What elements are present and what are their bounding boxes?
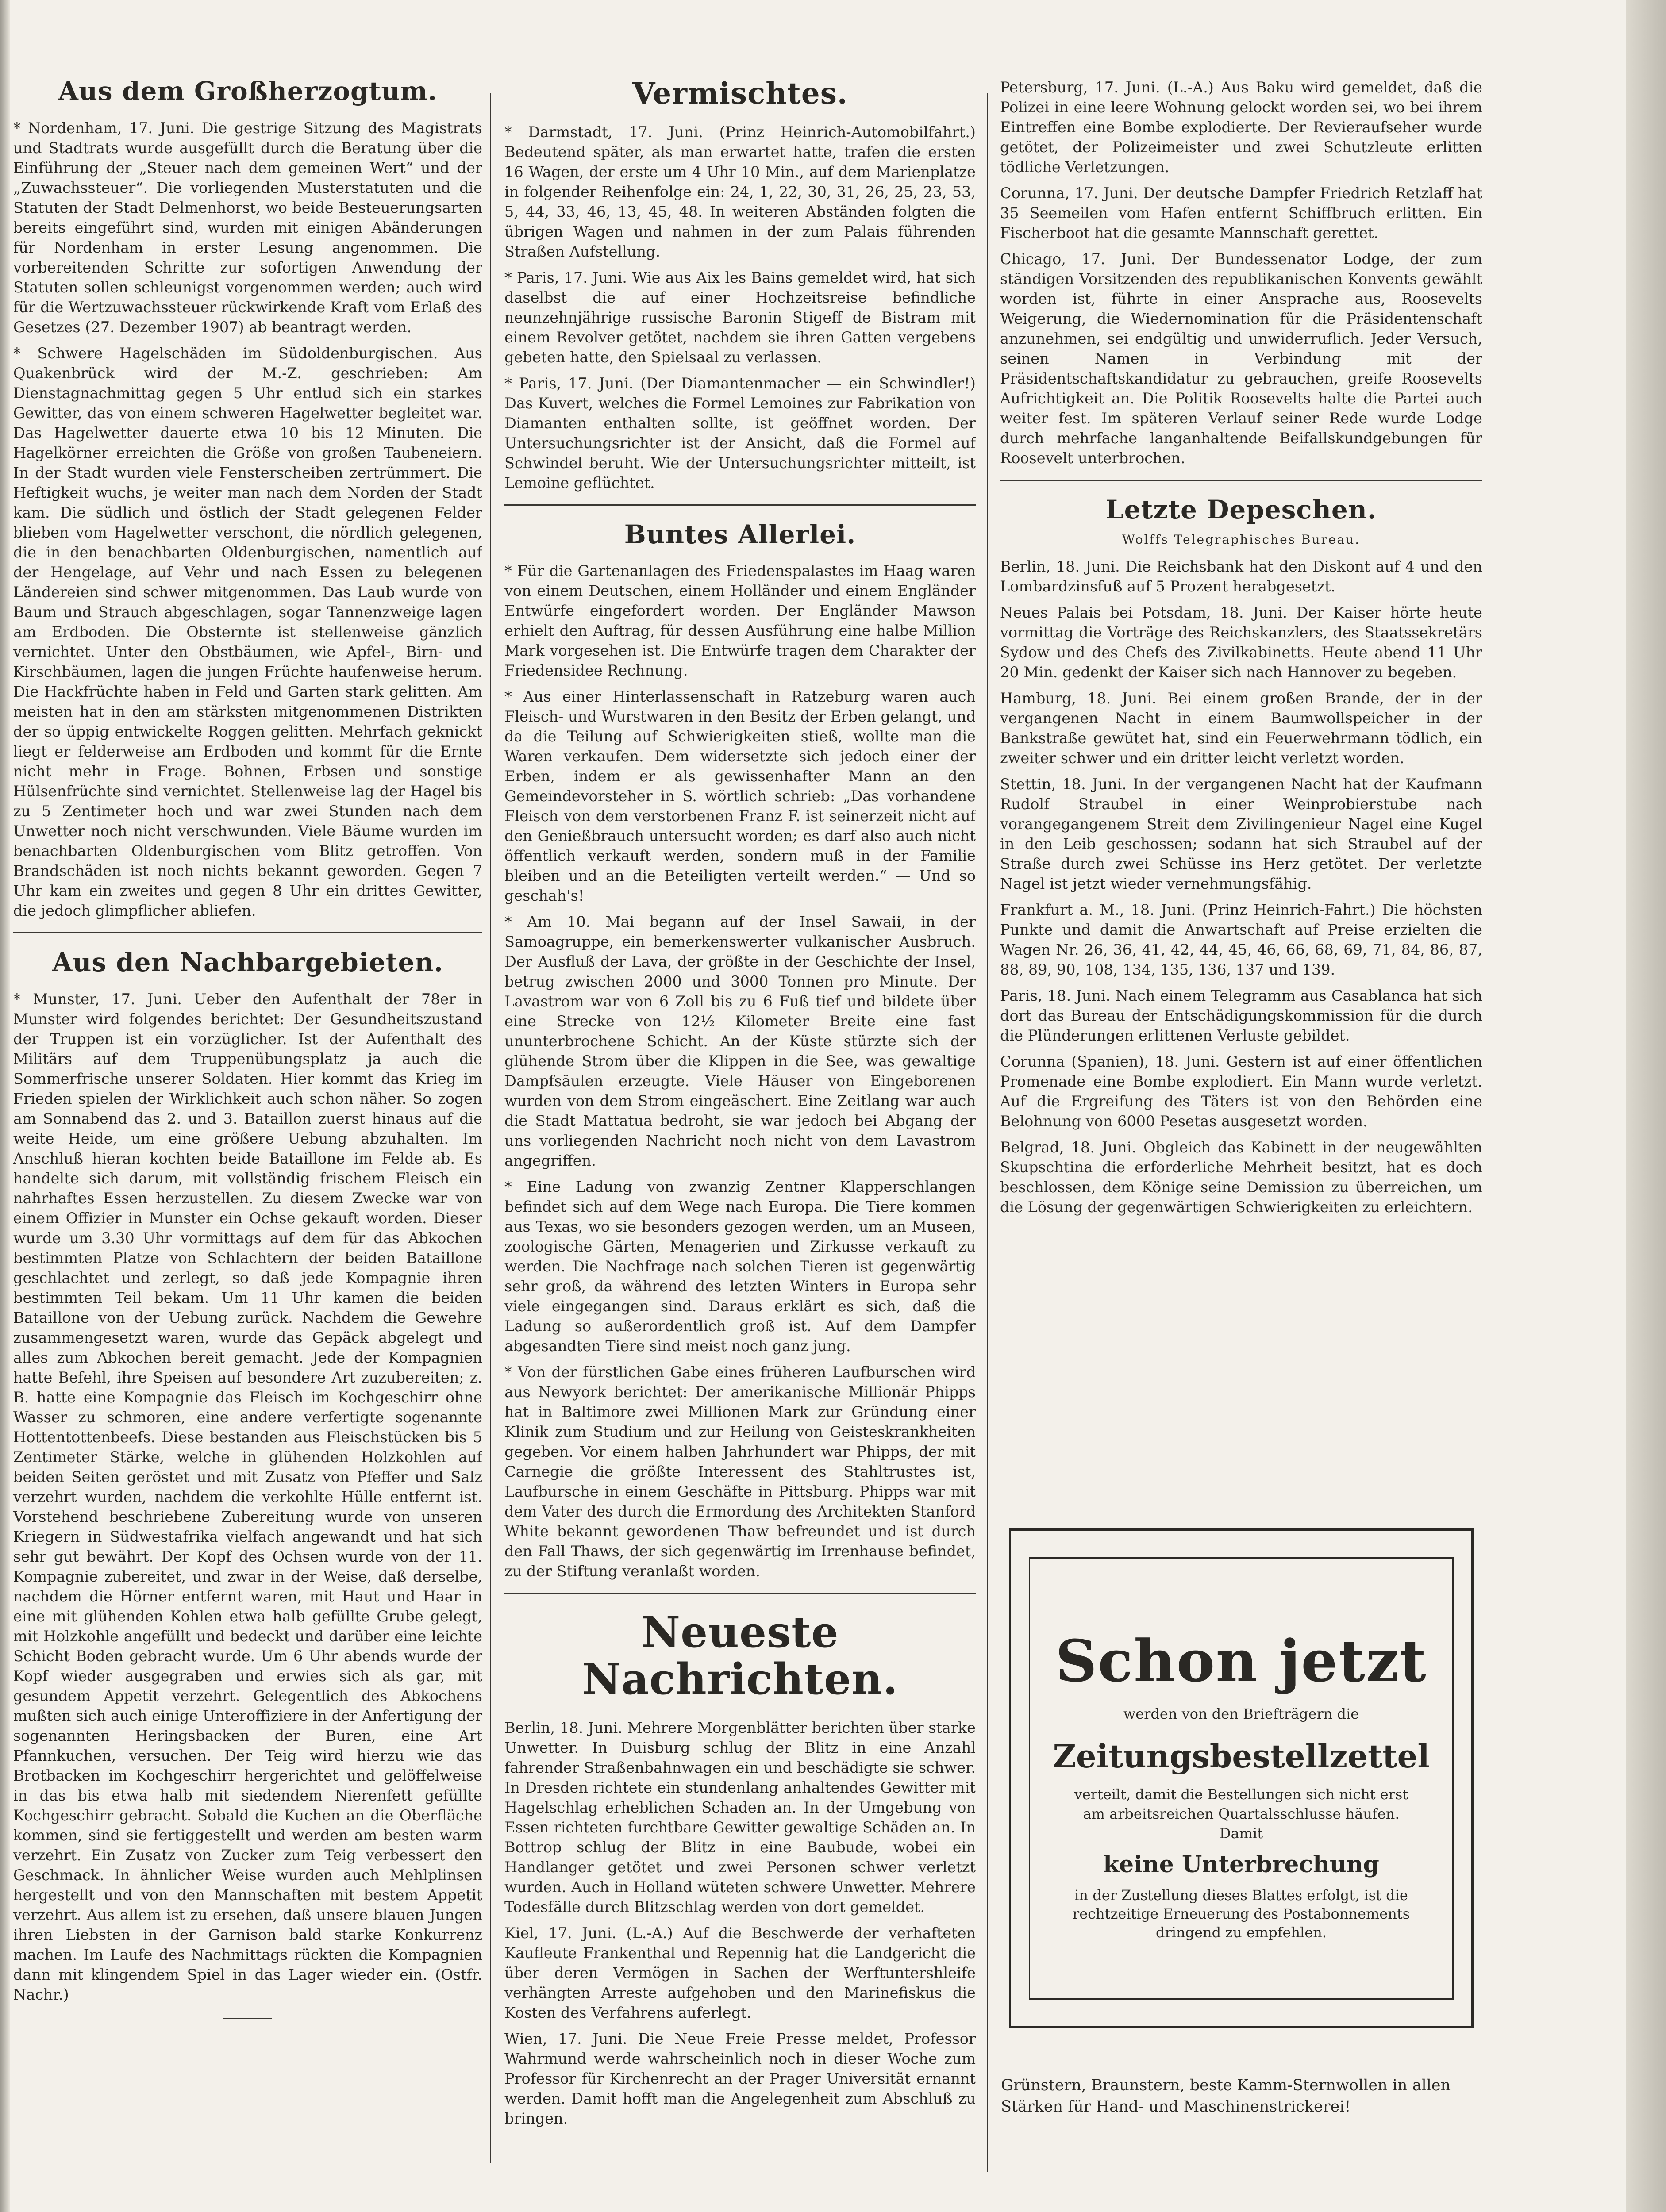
article-corunna-2: Corunna (Spanien), 18. Juni. Gestern ist auf einer öffentlichen Promenade eine Bombe explodiert. Ein Mann wurde verletzt. Auf die Ergreifung des Täters ist von den Behörden eine Belohnung von 6000 Pesetas ausgesetzt worden. bbox=[1000, 1052, 1482, 1130]
column-2 bbox=[504, 77, 976, 2183]
column-1 bbox=[13, 77, 482, 2157]
article-vulkan: * Am 10. Mai begann auf der Insel Sawaii, in der Samoagruppe, ein bemerkenswerter vulkanischer Ausbruch. Der Ausfluß der Lava, der größte in der Geschichte der Insel, betrug zwischen 2000 und 3000 Tonnen pro Minute. Der Lavastrom war von 6 Zoll bis zu 6 Fuß tief und bildete über eine Strecke von 12½ Kilometer Breite eine fast ununterbrochene Schicht. An der Küste stürzte sich der glühende Strom über die Klippen in die See, was gewaltige Dampfsäulen erzeugte. Viele Häuser von Eingeborenen wurden von dem Strom eingeäschert. Eine Zeitlang war auch die Stadt Mattatua bedroht, sie war jedoch bei Abgang der uns vorliegenden Nachricht noch nicht von dem Lavastrom angegriffen. bbox=[504, 913, 976, 1170]
article-petersburg: Petersburg, 17. Juni. (L.-A.) Aus Baku wird gemeldet, daß die Polizei in eine leere Wohnung gelockt worden sei, wo bei ihrem Eintreffen eine Bombe explodierte. Der Revieraufseher wurde getötet, der Polizeimeister und zwei Schutzleute erlitten tödliche Verletzungen. bbox=[1000, 79, 1482, 176]
column-3 bbox=[1000, 77, 1482, 1506]
article-munster: * Munster, 17. Juni. Ueber den Aufenthalt der 78er in Munster wird folgendes berichtet: Der Gesundheitszustand der Truppen ist ein vorzüglicher. Ist der Aufenthalt des Militärs auf dem Truppenübungsplatz ja auch die Sommerfrische unserer Soldaten. Hier kommt das Krieg im Frieden spielen der Wirklichkeit auch schon näher. So zogen am Sonnabend das 2. und 3. Bataillon zuerst hinaus auf die weite Heide, um eine größere Uebung abzuhalten. Im Anschluß hieran kochten beide Bataillone im Felde ab. Es handelte sich darum, mit vollständig frischem Fleisch ein nahrhaftes Essen herzustellen. Zu diesem Zwecke war von einem Offizier in Munster ein Ochse gekauft worden. Dieser wurde um 3.30 Uhr vormittags auf dem für das Abkochen bestimmten Platze von Schlachtern der beiden Bataillone geschlachtet und zerlegt, so daß jede Kompagnie ihren bestimmten Teil bekam. Um 11 Uhr kamen die beiden Bataillone von der Uebung zurück. Nachdem die Gewehre zusammengesetzt waren, wurde das Gepäck abgelegt und alles zum Abkochen bereit gemacht. Jede der Kompagnien hatte Befehl, ihre Speisen auf besondere Art zuzubereiten; z. B. hatte eine Kompagnie das Fleisch im Kochgeschirr ohne Wasser zu schmoren, eine andere verfertigte sogenannte Hottentottenbeefs. Diese bestanden aus Fleischstücken bis 5 Zentimeter Stärke, welche in glühenden Holzkohlen auf beiden Seiten geröstet und mit Zusatz von Pfeffer und Salz verzehrt wurden, nachdem die verkohlte Hülle entfernt ist. Vorstehend beschriebene Zubereitung wurde von unseren Kriegern in Südwestafrika vielfach angewandt und hat sich sehr gut bewährt. Der Kopf des Ochsen wurde von der 11. Kompagnie zubereitet, und zwar in der Weise, daß derselbe, nachdem die Hörner entfernt waren, mit Haut und Haar in eine mit glühenden Kohlen etwa halb gefüllte Grube gelegt, mit Holzkohle angefüllt und bedeckt und darüber eine leichte Schicht Boden gebracht wurde. Um 6 Uhr abends wurde der Kopf wieder ausgegraben und erwies sich als gar, mit gesundem Appetit verzehrt. Gelegentlich des Abkochens mußten sich auch einige Unteroffiziere in der Anfertigung der sogenannten Heringsbacken der Buren, eine Art Pfannkuchen, versuchen. Der Teig wird hierzu wie das Brotbacken im Kochgeschirr hergerichtet und gelöffelweise in das bis etwa halb mit siedendem Nierenfett gefüllte Kochgeschirr gebracht. Sobald die Kuchen an die Oberfläche kommen, sind sie fertiggestellt und werden am besten warm verzehrt. Ein Zusatz von Zucker zum Teig verbessert den Geschmack. In ähnlicher Weise wurden auch Mehlplinsen hergestellt und von den Mannschaften mit bestem Appetit verzehrt. Aus allem ist zu ersehen, daß unsere blauen Jungen ihren Liebsten in der Garnison bald starke Konkurrenz machen. Im Laufe des Nachmittags rückten die Kompagnien dann mit klingendem Spiel in das Lager wieder ein. (Ostfr. Nachr.) bbox=[13, 990, 482, 2003]
section-heading-nachbargebieten: Aus den Nachbargebieten. bbox=[52, 947, 443, 977]
article-chicago: Chicago, 17. Juni. Der Bundessenator Lodge, der zum ständigen Vorsitzenden des republikanischen Konvents gewählt worden ist, führte in einer Ansprache aus, Roosevelts Weigerung, die Wiedernomination für die Präsidentenschaft anzunehmen, sei endgültig und unwiderruflich. Jeder Versuch, seinen Namen in Verbindung mit der Präsidentschaftskandidatur zu gebrauchen, greife Roosevelts Aufrichtigkeit an. Die Politik Roosevelts halte die Partei auch weiter fest. Im späteren Verlauf seiner Rede wurde Lodge durch mehrfache langanhaltende Beifallskundgebungen für Roosevelt unterbrochen. bbox=[1000, 250, 1482, 467]
section-heading-vermischtes: Vermischtes. bbox=[632, 77, 848, 111]
ad-line: werden von den Briefträgern die bbox=[1123, 1705, 1359, 1722]
article-nordenham: * Nordenham, 17. Juni. Die gestrige Sitzung des Magistrats und Stadtrats wurde ausgefüllt durch die Beratung über die Einführung der „Steuer nach dem gemeinen Wert“ und der „Zuwachssteuer“. Die vorliegenden Musterstatuten und die Statuten der Stadt Delmenhorst, wo beide Besteuerungsarten bereits eingeführt sind, wurden mit einigen Abänderungen für Nordenham in erster Lesung angenommen. Die vorbereitenden Schritte zur sofortigen Anwendung der Statuten sollen schleunigst vorgenommen werden; auch wird für die Wertzuwachssteuer rückwirkende Kraft vom Erlaß des Gesetzes (27. Dezember 1907) ab beantragt werden. bbox=[13, 119, 482, 336]
ad-paragraph: verteilt, damit die Bestellungen sich nicht erst am arbeitsreichen Quartalsschlusse häufen. Damit bbox=[1074, 1786, 1408, 1842]
section-heading-buntes-allerlei: Buntes Allerlei. bbox=[624, 519, 856, 549]
section-heading-letzte-depeschen: Letzte Depeschen. bbox=[1105, 495, 1377, 525]
article-stettin: Stettin, 18. Juni. In der vergangenen Nacht hat der Kaufmann Rudolf Straubel in einer Weinprobierstube nach vorangegangenem Streit dem Zivilingenieur Nagel eine Kugel in den Leib geschossen; sodann hat sich Straubel auf der Straße durch zwei Schüsse ins Herz getötet. Der verletzte Nagel ist jetzt wieder vernehmungsfähig. bbox=[1000, 775, 1482, 892]
article-klapperschlangen: * Eine Ladung von zwanzig Zentner Klapperschlangen befindet sich auf dem Wege nach Europa. Die Tiere kommen aus Texas, wo sie besonders gezogen werden, um an Museen, zoologische Gärten, Menagerien und Zirkusse verkauft zu werden. Die Nachfrage nach solchen Tieren ist gegenwärtig sehr groß, da während des letzten Winters in Europa sehr viele eingegangen sind. Daraus erklärt es sich, daß die Ladung so außerordentlich groß ist. Auf dem Dampfer abgesandten Tiere sind meist noch ganz jung. bbox=[504, 1178, 976, 1355]
page-gutter-shadow bbox=[0, 0, 10, 2212]
ad-title: Schon jetzt bbox=[1055, 1627, 1427, 1695]
article-berlin-reichsbank: Berlin, 18. Juni. Die Reichsbank hat den Diskont auf 4 und den Lombardzinsfuß auf 5 Prozent herabgesetzt. bbox=[1000, 557, 1482, 595]
ad-subtitle: Zeitungsbestellzettel bbox=[1053, 1737, 1430, 1775]
section-divider bbox=[504, 1593, 976, 1594]
advertisement-box bbox=[1009, 1528, 1474, 2028]
section-divider bbox=[504, 504, 976, 506]
article-frankfurt: Frankfurt a. M., 18. Juni. (Prinz Heinrich-Fahrt.) Die höchsten Punkte und damit die Anwartschaft auf Preise erzielten die Wagen Nr. 26, 36, 41, 42, 44, 45, 46, 66, 68, 69, 71, 84, 86, 87, 88, 89, 90, 108, 134, 135, 136, 137 und 139. bbox=[1000, 901, 1482, 978]
ad-paragraph-2: in der Zustellung dieses Blattes erfolgt, ist die rechtzeitige Erneuerung des Postabonnements dringend zu empfehlen. bbox=[1072, 1887, 1410, 1941]
article-corunna-1: Corunna, 17. Juni. Der deutsche Dampfer Friedrich Retzlaff hat 35 Seemeilen vom Hafen entfernt Schiffbruch erlitten. Ein Fischerboot hat die gesamte Mannschaft gerettet. bbox=[1000, 184, 1482, 242]
end-divider bbox=[223, 2018, 272, 2019]
section-heading-neueste-nachrichten: Neueste Nachrichten. bbox=[582, 1607, 898, 1704]
page-edge bbox=[1626, 0, 1666, 2212]
section-heading-grossherzogtum: Aus dem Großherzogtum. bbox=[58, 77, 438, 106]
article-hinterlassenschaft: * Aus einer Hinterlassenschaft in Ratzeburg waren auch Fleisch- und Wurstwaren in den Besitz der Erben gelangt, und da die Teilung auf Schwierigkeiten stieß, wollte man die Waren verkaufen. Dem widersetzte sich jedoch einer der Erben, indem er als gewissenhafter Mann an den Gemeindevorsteher in S. wörtlich schrieb: „Das vorhandene Fleisch von dem verstorbenen Franz F. ist seinerzeit nicht auf den Genießbrauch untersucht worden; es darf also auch nicht öffentlich verkauft werden, sondern muß in der Familie bleiben und an die Beteiligten verteilt werden.“ — Und so geschah's! bbox=[504, 688, 976, 905]
article-darmstadt: * Darmstadt, 17. Juni. (Prinz Heinrich-Automobilfahrt.) Bedeutend später, als man erwartet hatte, trafen die ersten 16 Wagen, der erste um 4 Uhr 10 Min., auf dem Marienplatze in folgender Reihenfolge ein: 24, 1, 22, 30, 31, 26, 25, 23, 53, 5, 44, 33, 46, 13, 45, 48. In weiteren Abständen folgten die übrigen Wagen und nahmen in der zum Palais führenden Straßen Aufstellung. bbox=[504, 123, 976, 260]
article-paris-1: * Paris, 17. Juni. Wie aus Aix les Bains gemeldet wird, hat sich daselbst die auf einer Hochzeitsreise befindliche neunzehnjährige russische Baronin Stigeff de Bistram mit einem Revolver getötet, nachdem sie ihren Gatten vergebens gebeten hatte, den Spielsaal zu verlassen. bbox=[504, 269, 976, 366]
article-friedenspalast: * Für die Gartenanlagen des Friedenspalastes im Haag waren von einem Deutschen, einem Holländer und einem Engländer Entwürfe eingefordert worden. Der Engländer Mawson erhielt den Auftrag, für dessen Ausführung eine halbe Million Mark vorgesehen ist. Die Entwürfe tragen dem Charakter der Friedensidee Rechnung. bbox=[504, 562, 976, 680]
article-hagelschaeden: * Schwere Hagelschäden im Südoldenburgischen. Aus Quakenbrück wird der M.-Z. geschrieben: Am Dienstagnachmittag gegen 5 Uhr entlud sich ein starkes Gewitter, das von einem schweren Hagelwetter begleitet war. Das Hagelwetter dauerte etwa 10 bis 12 Minuten. Die Hagelkörner erreichten die Größe von großen Taubeneiern. In der Stadt wurden viele Fensterscheiben zertrümmert. Die Heftigkeit wuchs, je weiter man nach dem Norden der Stadt kam. Die südlich und östlich der Stadt gelegenen Felder blieben vom Hagelwetter verschont, die nördlich gelegenen, die in den benachbarten Oldenburgischen, namentlich auf der Hengelage, auf Vehr und nach Essen zu belegenen Ländereien sind schwer mitgenommen. Das Laub wurde von Baum und Strauch abgeschlagen, sogar Tannenzweige lagen am Erdboden. Die Obsternte ist stellenweise gänzlich vernichtet. Unter den Obstbäumen, wie Apfel-, Birn- und Kirschbäumen, lagen die jungen Früchte haufenweise herum. Die Hackfrüchte haben in Feld und Garten stark gelitten. Am meisten hat in den am stärksten mitgenommenen Distrikten der so üppig entwickelte Roggen gelitten. Mehrfach geknickt liegt er felderweise am Erdboden und kommt für die Ernte nicht mehr in Frage. Bohnen, Erbsen und sonstige Hülsenfrüchte sind vernichtet. Stellenweise lag der Hagel bis zu 5 Zentimeter hoch und war zwei Stunden nach dem Unwetter noch nicht verschwunden. Viele Bäume wurden im benachbarten Oldenburgischen vom Blitz getroffen. Von Brandschäden ist noch nichts bekannt geworden. Gegen 7 Uhr kam ein zweites und gegen 8 Uhr ein drittes Gewitter, die jedoch glimpflicher abliefen. bbox=[13, 344, 482, 919]
advertisement-inner-frame bbox=[1029, 1557, 1454, 2000]
article-laufbursche: * Von der fürstlichen Gabe eines früheren Laufburschen wird aus Newyork berichtet: Der amerikanische Millionär Phipps hat in Baltimore zwei Millionen Mark zur Gründung einer Klinik zum Studium und zur Heilung von Geisteskrankheiten gegeben. Vor einem halben Jahrhundert war Phipps, der mit Carnegie die größte Interessent des Stahltrustes ist, Laufbursche in einem Geschäfte in Pittsburg. Phipps war mit dem Vater des durch die Ermordung des Architekten Stanford White bekannt gewordenen Thaw befreundet und ist durch den Fall Thaws, der sich gegenwärtig im Irrenhause befindet, zu der Stiftung veranlaßt worden. bbox=[504, 1363, 976, 1580]
column-rule bbox=[987, 93, 988, 2172]
article-wien: Wien, 17. Juni. Die Neue Freie Presse meldet, Professor Wahrmund werde wahrscheinlich noch in dieser Woche zum Professor für Kirchenrecht an der Prager Universität ernannt werden. Damit hofft man die Angelegenheit zum Abschluß zu bringen. bbox=[504, 2030, 976, 2127]
article-kiel: Kiel, 17. Juni. (L.-A.) Auf die Beschwerde der verhafteten Kaufleute Frankenthal und Repennig hat die Landgericht die über deren Vermögen in Sachen der Werftuntershleife verhängten Arreste aufgehoben und den Marinefiskus die Kosten des Verfahrens auferlegt. bbox=[504, 1924, 976, 2021]
wire-service-line: Wolffs Telegraphisches Bureau. bbox=[1122, 532, 1361, 547]
wool-advertisement: Grünstern, Braunstern, beste Kamm-Sternwollen in allen Stärken für Hand- und Maschinenstrickerei! bbox=[1001, 2077, 1451, 2116]
section-divider bbox=[13, 932, 482, 933]
article-belgrad: Belgrad, 18. Juni. Obgleich das Kabinett in der neugewählten Skupschtina die erforderliche Mehrheit besitzt, hat es doch beschlossen, dem Könige seine Demission zu überreichen, um die Lösung der gegenwärtigen Schwierigkeiten zu erleichtern. bbox=[1000, 1138, 1482, 1216]
article-neues-palais: Neues Palais bei Potsdam, 18. Juni. Der Kaiser hörte heute vormittag die Vorträge des Reichskanzlers, des Staatssekretärs Sydow und des Chefs des Zivilkabinetts. Heute abend 11 Uhr 20 Min. gedenkt der Kaiser sich nach Hannover zu begeben. bbox=[1000, 603, 1482, 681]
article-hamburg: Hamburg, 18. Juni. Bei einem großen Brande, der in der vergangenen Nacht in einem Baumwollspeicher in der Bankstraße gewütet hat, sind ein Feuerwehrmann tödlich, ein zweiter schwer und ein dritter leicht verletzt worden. bbox=[1000, 689, 1482, 767]
article-paris-3: Paris, 18. Juni. Nach einem Telegramm aus Casablanca hat sich dort das Bureau der Entschädigungskommission für die durch die Plünderungen erlittenen Verluste gebildet. bbox=[1000, 987, 1482, 1044]
section-divider bbox=[1000, 480, 1482, 481]
column-rule bbox=[490, 93, 491, 2163]
ad-emphasis: keine Unterbrechung bbox=[1103, 1851, 1379, 1878]
article-berlin-unwetter: Berlin, 18. Juni. Mehrere Morgenblätter berichten über starke Unwetter. In Duisburg schlug der Blitz in eine Anzahl fahrender Straßenbahnwagen ein und beschädigte sie schwer. In Dresden richtete ein stundenlang anhaltendes Gewitter mit Hagelschlag erheblichen Schaden an. In der Umgebung von Essen richteten furchtbare Gewitter gewaltige Schäden an. In Bottrop schlug der Blitz in eine Baubude, wobei ein Handlanger getötet und zwei Personen schwer verletzt wurden. Auch in Holland wüteten schwere Unwetter. Mehrere Todesfälle durch Blitzschlag werden von dort gemeldet. bbox=[504, 1719, 976, 1916]
article-paris-2: * Paris, 17. Juni. (Der Diamantenmacher — ein Schwindler!) Das Kuvert, welches die Formel Lemoines zur Fabrikation von Diamanten enthalten sollte, ist geöffnet worden. Der Untersuchungsrichter ist der Ansicht, daß die Formel auf Schwindel beruht. Wie der Untersuchungsrichter mitteilt, ist Lemoine geflüchtet. bbox=[504, 374, 976, 492]
